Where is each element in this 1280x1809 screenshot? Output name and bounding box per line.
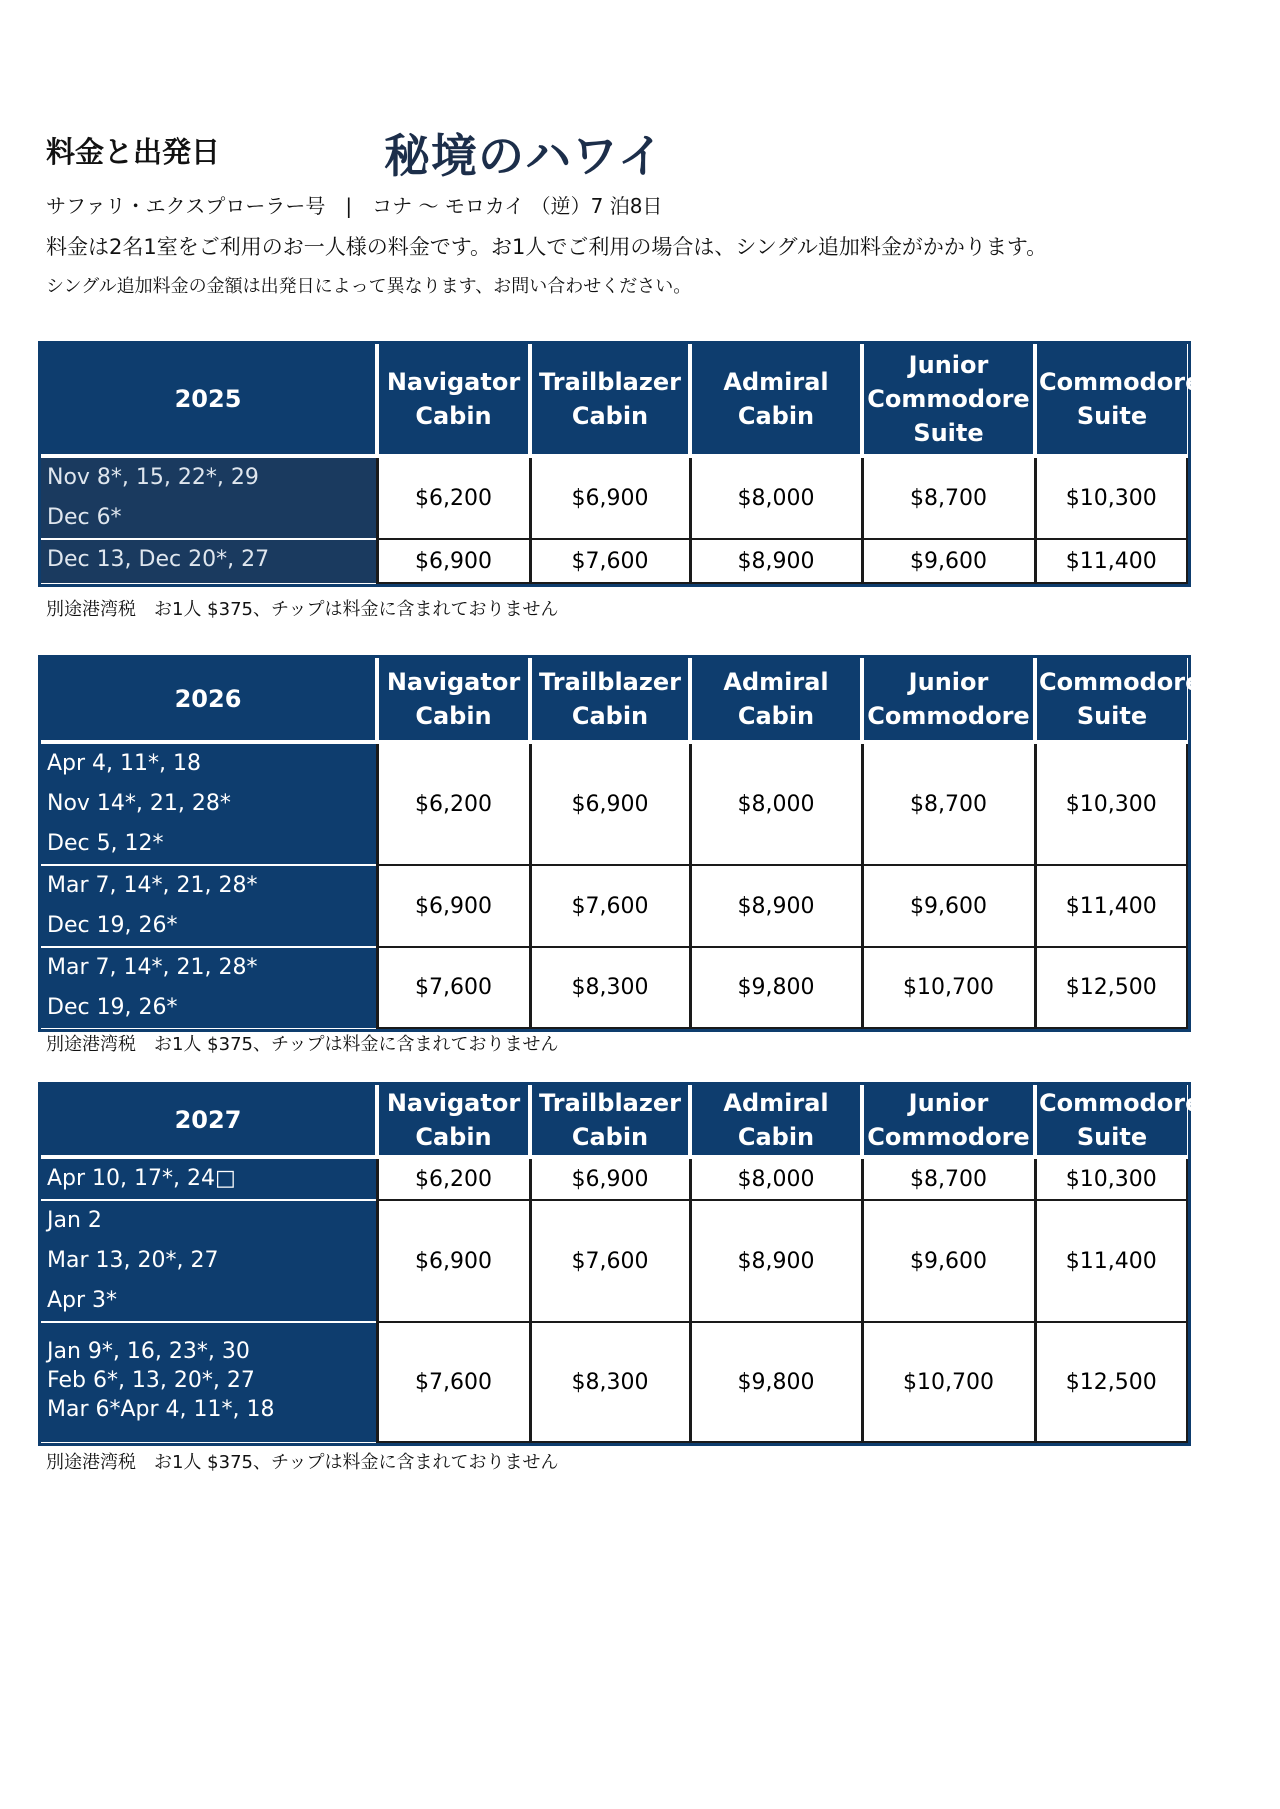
price-cell: $7,600 <box>377 1322 530 1442</box>
table-row <box>41 456 1187 539</box>
price-table-2025 <box>38 341 1202 587</box>
date-line: Apr 4, 11*, 18 <box>47 751 202 776</box>
price-cell: $11,400 <box>1035 539 1187 583</box>
table-row <box>41 1200 1187 1322</box>
date-line: Jan 2 <box>47 1208 102 1233</box>
port-tax-note: 別途港湾税 お1人 $375、チップは料金に含まれておりません <box>46 599 559 620</box>
price-cell: $10,700 <box>862 1322 1035 1442</box>
column-header-commodore: Commodore Suite <box>1035 1085 1187 1157</box>
price-cell: $6,900 <box>377 1200 530 1322</box>
route-line: サファリ・エクスプローラー号 | コナ ～ モロカイ （逆）7 泊8日 <box>46 194 663 218</box>
date-line: Dec 6* <box>47 505 122 530</box>
year-header: 2025 <box>41 344 377 456</box>
price-cell: $7,600 <box>377 947 530 1028</box>
date-line: Nov 14*, 21, 28* <box>47 791 231 816</box>
price-cell: $9,800 <box>690 1322 862 1442</box>
price-table-2027 <box>38 1082 1202 1446</box>
price-cell: $10,700 <box>862 947 1035 1028</box>
column-header-junior-commodore: Junior Commodore Suite <box>862 344 1035 456</box>
price-cell: $8,900 <box>690 865 862 947</box>
price-cell: $8,700 <box>862 456 1035 539</box>
single-supplement-note: シングル追加料金の金額は出発日によって異なります、お問い合わせください。 <box>46 276 692 297</box>
price-cell: $8,900 <box>690 1200 862 1322</box>
column-header-navigator: Navigator Cabin <box>377 1085 530 1157</box>
date-line: Mar 6*Apr 4, 11*, 18 <box>47 1397 275 1422</box>
column-header-admiral: Admiral Cabin <box>690 1085 862 1157</box>
column-header-trailblazer: Trailblazer Cabin <box>530 344 690 456</box>
column-header-navigator: Navigator Cabin <box>377 658 530 742</box>
price-cell: $9,600 <box>862 1200 1035 1322</box>
departure-dates <box>41 1322 377 1442</box>
price-cell: $9,600 <box>862 865 1035 947</box>
date-line: Jan 9*, 16, 23*, 30 <box>47 1339 250 1364</box>
price-cell: $8,700 <box>862 742 1035 865</box>
date-line: Mar 13, 20*, 27 <box>47 1248 219 1273</box>
price-cell: $6,900 <box>530 456 690 539</box>
table-row <box>41 1322 1187 1442</box>
date-line: Nov 8*, 15, 22*, 29 <box>47 465 259 490</box>
price-cell: $6,200 <box>377 456 530 539</box>
column-header-commodore: Commodore Suite <box>1035 658 1187 742</box>
departure-dates <box>41 742 377 865</box>
port-tax-note: 別途港湾税 お1人 $375、チップは料金に含まれておりません <box>46 1034 559 1055</box>
price-cell: $9,600 <box>862 539 1035 583</box>
table-row <box>41 947 1187 1028</box>
pricing-note: 料金は2名1室をご利用のお一人様の料金です。お1人でご利用の場合は、シングル追加料金がかかります。 <box>46 235 1048 259</box>
date-line: Dec 13, Dec 20*, 27 <box>47 547 270 572</box>
price-cell: $6,200 <box>377 742 530 865</box>
departure-dates <box>41 456 377 539</box>
price-cell: $10,300 <box>1035 1157 1187 1200</box>
price-cell: $8,900 <box>690 539 862 583</box>
price-cell: $11,400 <box>1035 1200 1187 1322</box>
price-cell: $11,400 <box>1035 865 1187 947</box>
price-cell: $7,600 <box>530 539 690 583</box>
departure-dates <box>41 865 377 947</box>
date-line: Apr 10, 17*, 24□ <box>47 1166 236 1191</box>
table-row <box>41 539 1187 583</box>
price-cell: $9,800 <box>690 947 862 1028</box>
column-header-junior-commodore: Junior Commodore <box>862 1085 1035 1157</box>
table-row <box>41 865 1187 947</box>
price-cell: $8,000 <box>690 742 862 865</box>
date-line: Dec 5, 12* <box>47 831 164 856</box>
departure-dates <box>41 1200 377 1322</box>
section-title: 料金と出発日 <box>46 135 221 169</box>
price-cell: $12,500 <box>1035 1322 1187 1442</box>
price-cell: $8,300 <box>530 947 690 1028</box>
price-cell: $8,700 <box>862 1157 1035 1200</box>
date-line: Dec 19, 26* <box>47 995 178 1020</box>
price-cell: $10,300 <box>1035 742 1187 865</box>
price-cell: $12,500 <box>1035 947 1187 1028</box>
port-tax-note: 別途港湾税 お1人 $375、チップは料金に含まれておりません <box>46 1452 559 1473</box>
price-cell: $6,900 <box>377 865 530 947</box>
date-line: Mar 7, 14*, 21, 28* <box>47 873 258 898</box>
price-cell: $6,900 <box>377 539 530 583</box>
column-header-trailblazer: Trailblazer Cabin <box>530 658 690 742</box>
price-cell: $6,200 <box>377 1157 530 1200</box>
price-cell: $7,600 <box>530 1200 690 1322</box>
price-cell: $6,900 <box>530 742 690 865</box>
date-line: Mar 7, 14*, 21, 28* <box>47 955 258 980</box>
table-row <box>41 742 1187 865</box>
price-cell: $6,900 <box>530 1157 690 1200</box>
column-header-navigator: Navigator Cabin <box>377 344 530 456</box>
price-table-2026 <box>38 655 1202 1032</box>
date-line: Apr 3* <box>47 1288 118 1313</box>
year-header: 2026 <box>41 658 377 742</box>
departure-dates <box>41 1157 377 1200</box>
table-row <box>41 1157 1187 1200</box>
column-header-admiral: Admiral Cabin <box>690 344 862 456</box>
page-header <box>46 126 1196 183</box>
column-header-commodore: Commodore Suite <box>1035 344 1187 456</box>
price-cell: $7,600 <box>530 865 690 947</box>
page-title: 秘境のハワイ <box>384 129 665 183</box>
date-line: Feb 6*, 13, 20*, 27 <box>47 1368 255 1393</box>
price-cell: $8,300 <box>530 1322 690 1442</box>
date-line: Dec 19, 26* <box>47 913 178 938</box>
column-header-trailblazer: Trailblazer Cabin <box>530 1085 690 1157</box>
column-header-admiral: Admiral Cabin <box>690 658 862 742</box>
column-header-junior-commodore: Junior Commodore <box>862 658 1035 742</box>
departure-dates <box>41 947 377 1028</box>
price-cell: $10,300 <box>1035 456 1187 539</box>
departure-dates <box>41 539 377 583</box>
year-header: 2027 <box>41 1085 377 1157</box>
price-cell: $8,000 <box>690 1157 862 1200</box>
price-cell: $8,000 <box>690 456 862 539</box>
